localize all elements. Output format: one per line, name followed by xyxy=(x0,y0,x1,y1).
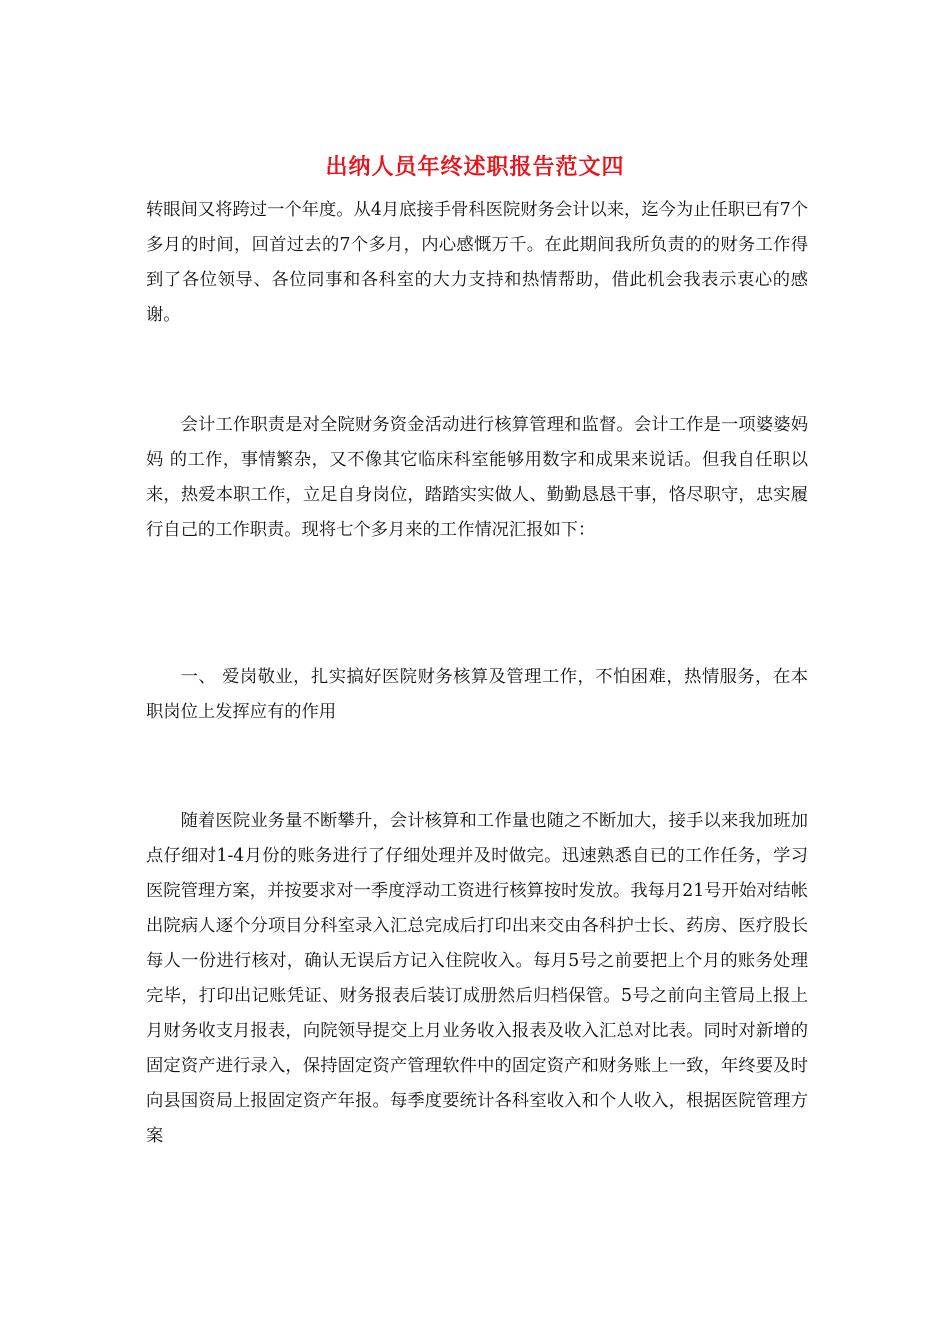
paragraph-work-details: 随着医院业务量不断攀升，会计核算和工作量也随之不断加大，接手以来我加班加点仔细对1-4月份的账务进行了仔细处理并及时做完。迅速熟悉自已的工作任务，学习医院管理方案，并按要求对一季度浮动工资进行核算按时发放。我每月21号开始对结帐出院病人逐个分项目分科室录入汇总完成后打印出来交由各科护士长、药房、医疗股长每人一份进行核对，确认无误后方记入住院收入。每月5号之前要把上个月的账务处理完毕，打印出记账凭证、财务报表后装订成册然后归档保管。5号之前向主管局上报上月财务收支月报表，向院领导提交上月业务收入报表及收入汇总对比表。同时对新增的固定资产进行录入，保持固定资产管理软件中的固定资产和财务账上一致，年终要及时向县国资局上报固定资产年报。每季度要统计各科室收入和个人收入，根据医院管理方案 xyxy=(146,811,808,1146)
paragraph-duties: 会计工作职责是对全院财务资金活动进行核算管理和监督。会计工作是一项婆婆妈妈 的工作，事情繁杂，又不像其它临床科室能够用数字和成果来说话。但我自任职以来，热爱本职工作，立足自身岗位，踏踏实实做人、勤勤恳恳干事，恪尽职守，忠实履行自己的工作职责。现将七个多月来的工作情况汇报如下： xyxy=(146,415,808,540)
paragraph-intro: 转眼间又将跨过一个年度。从4月底接手骨科医院财务会计以来，迄今为止任职已有7个多月的时间，回首过去的7个多月，内心感慨万千。在此期间我所负责的的财务工作得到了各位领导、各位同事和各科室的大力支持和热情帮助，借此机会我表示衷心的感谢。 xyxy=(146,200,808,325)
document-title: 出纳人员年终述职报告范文四 xyxy=(325,154,625,180)
section-heading-1: 一、 爱岗敬业，扎实搞好医院财务核算及管理工作，不怕困难，热情服务，在本职岗位上发挥应有的作用 xyxy=(146,667,808,722)
